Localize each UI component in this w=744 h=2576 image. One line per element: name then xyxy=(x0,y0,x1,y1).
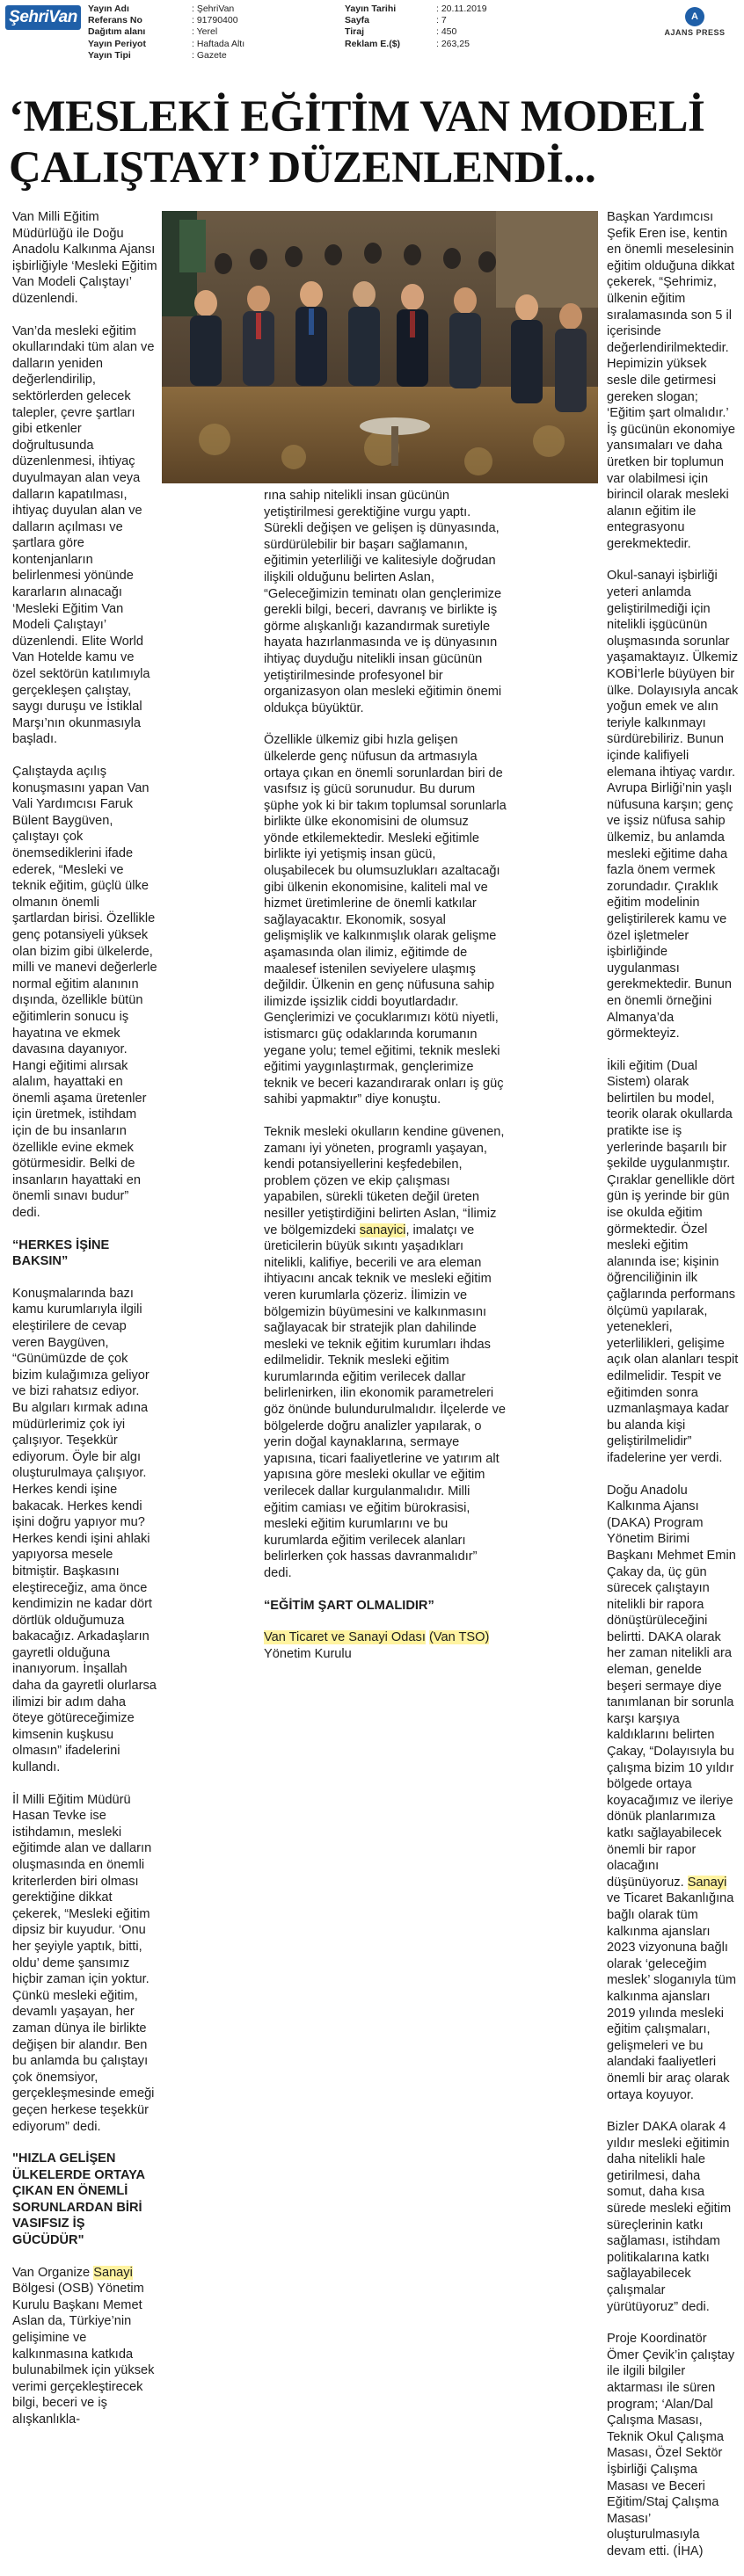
paragraph xyxy=(12,2265,158,2428)
meta-key: Yayın Periyot xyxy=(88,38,146,49)
text-run: Van Organize xyxy=(12,2265,94,2280)
meta-key: Yayın Adı xyxy=(88,4,129,14)
meta-value: : Haftada Altı xyxy=(192,38,245,49)
article-column-3 xyxy=(607,209,739,2576)
meta-value: : Gazete xyxy=(192,49,227,61)
subheading: "HIZLA GELİŞEN ÜLKELERDE ORTAYA ÇIKAN EN ÖNEMLİ SORUNLARDAN BİRİ VASIFSIZ İŞ GÜCÜDÜR" xyxy=(12,2152,145,2248)
meta-value: : 263,25 xyxy=(436,38,470,49)
text-run: Teknik mesleki okulların kendine güvenen, zamanı iyi yöneten, programlı yaşayan, kendi potansiyellerini keşfedebilen, problem çözen ve ekip çalışması yapabilen, sürekli tüketen değil üreten nesiller yetiştirdiğini belirten Aslan, “İlimiz ve bölgemizdeki xyxy=(264,1124,505,1237)
meta-key: Yayın Tarihi xyxy=(345,4,397,14)
meta-value: : 91790400 xyxy=(192,15,238,26)
paragraph: Okul-sanayi işbirliği yeteri anlamda geliştirilmediği için nitelikli işgücünün oluşmasında sorunlar yaşamaktayız. Ülkemiz KOBİ’lerle büyüyen bir ülke. Dolayısıyla ancak yoğun emek ve alın teriyle kalkınmayı sürdürebiliriz. Bunun içinde kalifiyeli elemana ihtiyaç vardır. Avrupa Birliği’nin yaşlı nüfusuna karşın; genç ve işsiz nüfusa sahip ülkemiz, bu anlamda mesleki eğitime daha fazla önem vermek zorundadır. Çıraklık eğitim modelinin geliştirilerek kamu ve özel işletmeler işbirliğinde uygulanması gerekmektedir. Bunun en önemli örneğini Almanya’da görmekteyiz. xyxy=(607,569,739,1041)
meta-key: Dağıtım alanı xyxy=(88,26,146,38)
conference-audience-image xyxy=(162,211,598,483)
agency-logo xyxy=(651,7,739,37)
meta-value: : ŞehriVan xyxy=(192,4,235,14)
meta-key: Sayfa xyxy=(345,15,370,26)
text-run: Bölgesi (OSB) Yönetim Kurulu Başkanı Memet Aslan da, Türkiye’nin gelişimine ve kalkınmasına katkıda bulunabilmek için yüksek verimi gerçekleştirecek bilgi, beceri ve iş alışkanlıkla- xyxy=(12,2282,155,2427)
highlighted-term: Sanayi xyxy=(687,1875,727,1890)
meta-value: : 450 xyxy=(436,26,457,38)
clipping-header xyxy=(0,0,744,86)
newspaper-logo: ŞehriVan xyxy=(5,5,81,30)
agency-name: AJANS PRESS xyxy=(664,28,726,37)
paragraph: İl Milli Eğitim Müdürü Hasan Tevke ise istihdamın, mesleki eğitimde alan ve dalların oluşmasında en önemli kriterlerden biri olması gerektiğine dikkat çekerek, “Mesleki eğitim dipsiz bir kuyudur. ‘Onu her şeyiyle yaptık, bitti, oldu’ deme şansımız hiçbir zaman için yoktur. Çünkü mesleki eğitim, devamlı yaşayan, her zaman dünya ile birlikte değişen bir alandır. Ben bu anlamda bu çalıştayı çok önemsiyor, gerçekleşmesinde emeği geçen herkese teşekkür ediyorum” dedi. xyxy=(12,1792,155,2134)
text-run: Yönetim Kurulu xyxy=(264,1646,352,1661)
agency-mark-icon: A xyxy=(685,7,704,26)
text-run: , imalatçı ve üreticilerin büyük sıkıntı yaşadıkları nitelikli, kalifiye, becerili ve ara eleman ihtiyacını ancak teknik ve mesleki eğitim veren kurumlarla çözeriz. İlimizin ve bölgemizin büyümesini ve kalkınmasını sağlayacak bir stratejik plan dahilinde mesleki ve teknik eğitim kurumları ihdas edilmelidir. Teknik mesleki eğitim kurumlarında eğitim verilecek dallar belirlenirken, ilin ekonomik parametreleri göz önünde bulundurulmalıdır. İlçelerde ve bölgelerde doğru analizler yapılarak, o yerin doğal kaynaklarına, sermaye yapısına, ticari faaliyetlerine ve yatırım alt yapısına göre mesleki okullar ve eğitim verilecek dallar kurgulanmalıdır. Milli eğitim camiası ve eğitim bürokrasisi, mesleki eğitim kurumlarını ve bu kurumlarda eğitim verilecek alanları belirlerken çok hassas davranmalıdır” dedi. xyxy=(264,1223,507,1580)
paragraph xyxy=(607,1483,739,2104)
article-headline: ‘MESLEKİ EĞİTİM VAN MODELİ ÇALIŞTAYI’ DÜZENLENDİ... xyxy=(9,92,705,192)
paragraph: Çalıştayda açılış konuşmasını yapan Van Vali Yardımcısı Faruk Bülent Baygüven, çalıştayı çok önemsediklerini ifade ederek, “Mesleki ve teknik eğitim, güçlü ülke olmanın önemli şartlardan birisi. Özellikle genç potansiyeli yüksek olan bizim gibi ülkelerde, milli ve manevi değerlerle normal eğitim alanının dışında, özellikle bütün eğitimlerin sonucu iş hayatına ve ekmek davasına dayanıyor. Hangi eğitimi alırsak alalım, hayattaki en önemli aşama üretenler için üretmek, istihdam için de bu insanların özellikle evine ekmek götürmesidir. Belki de insanların hayattaki en önemli sınavı budur” dedi. xyxy=(12,765,157,1221)
subheading: “EĞİTİM ŞART OLMALIDIR” xyxy=(264,1598,434,1613)
meta-value: : 20.11.2019 xyxy=(436,4,487,14)
meta-value: : Yerel xyxy=(192,26,218,38)
publication-meta-left xyxy=(88,4,244,62)
publication-meta-right xyxy=(345,4,487,50)
paragraph: Van’da mesleki eğitim okullarındaki tüm alan ve dalların yeniden değerlendirilip, sektörlerden gelecek talepler, çevre şartları gibi etkenler doğrultusunda düzenlenmesi, ihtiyaç duyulmayan alan veya dalların kapatılması, ihtiyaç duyulan alan ve dalların açılması ve şartlara göre kontenjanların belirlenmesi yönünde kararların alınacağı ‘Mesleki Eğitim Van Modeli Çalıştayı’ düzenlendi. Elite World Van Hotelde kamu ve özel sektörün katılımıyla gerçekleşen çalıştay, saygı duruşu ve İstiklal Marşı’nın okunmasıyla başladı. xyxy=(12,323,155,747)
paragraph xyxy=(264,1629,507,1662)
highlighted-term: Sanayi xyxy=(93,2265,133,2280)
meta-key: Yayın Tipi xyxy=(88,49,131,61)
paragraph: rına sahip nitelikli insan gücünün yetiştirilmesi gerektiğine vurgu yaptı. Sürekli değişen ve gelişen iş dünyasında, sürdürülebilir bir başarı sağlamanın, eğitimin yeterliliği ve kalitesiyle doğrudan ilişkili olduğunu belirten Aslan, “Geleceğimizin teminatı olan gençlerimize gerekli bilgi, beceri, davranış ve birlikte iş görme alışkanlığı kazandırmak suretiyle hayata hazırlanmasında ve iş dünyasının ihtiyaç duyduğu nitelikli insan gücünün yetiştirilmesinde profesyonel bir organizasyon olan mesleki eğitimin önemi oldukça büyüktür. xyxy=(264,489,502,715)
meta-value: : 7 xyxy=(436,15,447,26)
paragraph: Özellikle ülkemiz gibi hızla gelişen ülkelerde genç nüfusun da artmasıyla ortaya çıkan en önemli sorunlardan biri de vasıfsız iş gücü sorunudur. Bu durum şüphe yok ki bir takım toplumsal sorunlarla birlikte ülke ekonomisini de olumsuz yönde etkilemektedir. Mesleki eğitimle birlikte iyi yetişmiş insan gücü, oluşabilecek bu olumsuzlukları azaltacağı gibi ülkenin ekonomisine, kaliteli mal ve hizmet üretimlerine de önemli katkılar sağlayacaktır. Ekonomik, sosyal gelişmişlik ve kalkınmışlık olarak gelişme aşamasında olan ilimiz, eğitimde de maalesef istenilen seviyelere ulaşmış değildir. Ülkenin en genç nüfusuna sahip ilimizde işsizlik ciddi boyutlardadır. Gençlerimizi ve çocuklarımızı kötü niyetli, istismarcı güç odaklarında korumanın yegane yolu; temel eğitimi, teknik mesleki eğitimi yaygınlaştırmak, gençlerimize teknik ve beceri kazandırarak onları iş güç sahibi yapmaktır” diye konuştu. xyxy=(264,733,507,1107)
highlighted-term: (Van TSO) xyxy=(428,1630,490,1645)
highlighted-term: sanayici xyxy=(359,1223,406,1237)
paragraph: Bizler DAKA olarak 4 yıldır mesleki eğitimin daha nitelikli hale getirilmesi, daha somut, daha kısa sürede mesleki eğitim süreçlerinin katkı sağlaması, istihdam politikalarına katkı sağlayabilecek çalışmalar yürütüyoruz” dedi. xyxy=(607,2120,732,2314)
meta-key: Tiraj xyxy=(345,26,364,38)
paragraph: Konuşmalarında bazı kamu kurumlarıyla ilgili eleştirilere de cevap veren Baygüven, “Günümüzde de çok bizim kulağımıza geliyor ve bizi rahatsız ediyor. Bu algıları kırmak adına müdürlerimiz çok iyi çalışıyor. Teşekkür ediyorum. Öyle bir algı oluşturulmaya çalışıyor. Herkes kendi işine bakacak. Herkes kendi işini doğru yapıyor mu? Herkes kendi işini ahlaki yapıyorsa mesele bitmiştir. Başkasını eleştireceğiz, ama önce kendimizin ne kadar dört dörtlük olduğumuza bakacağız. Arkadaşların gayretli olduğuna inanıyorum. İnşallah daha da gayretli olurlarsa ilimizi bir adım daha öteye götüreceğimize kimsenin kuşkusu olmasın” ifadelerini kullandı. xyxy=(12,1286,157,1775)
text-run: ve Ticaret Bakanlığına bağlı olarak tüm kalkınma ajansları 2023 vizyonuna bağlı olarak ‘geleceğim meslek’ sloganıyla tüm kalkınma ajansları 2019 yılında mesleki eğitim çalışmaları, gelişmeleri ve bu alandaki faaliyetleri önemli bir araç olarak ortaya koyuyor. xyxy=(607,1891,737,2102)
text-run: Doğu Anadolu Kalkınma Ajansı (DAKA) Program Yönetim Birimi Başkanı Mehmet Emin Çakay da, üç gün sürecek çalıştayın nitelikli bir rapora dönüştürüleceğini belirtti. DAKA olarak her zaman nitelikli ara eleman, genelde beşeri sermaye diye tanımlanan bir sorunla karşı karşıya kaldıklarını belirten Çakay, “Dolayısıyla bu çalışma bizim 10 yıldır bölgede ortaya koyacağımız ve ileriye dönük planlarımıza katkı sağlayabilecek önemli bir rapor olacağını düşünüyoruz. xyxy=(607,1483,736,1890)
meta-key: Reklam E.($) xyxy=(345,38,401,49)
paragraph: Başkan Yardımcısı Şefik Eren ise, kentin en önemli meselesinin eğitim olduğuna dikkat çekerek, “Şehrimiz, ülkenin eğitim sıralamasında son 5 il içerisinde değerlendirilmektedir. Hepimizin yüksek sesle dile getirmesi gereken slogan; ‘Eğitim şart olmalıdır.’ İş gücünün ekonomiye yansımaları ve daha üretken bir toplumun var olabilmesi için birincil olarak mesleki alanın eğitim ile entegrasyonu gerekmektedir. xyxy=(607,210,736,551)
article-photo xyxy=(162,211,598,483)
paragraph: Van Milli Eğitim Müdürlüğü ile Doğu Anadolu Kalkınma Ajansı işbirliğiyle ‘Mesleki Eğitim Van Modeli Çalıştayı’ düzenlendi. xyxy=(12,210,157,306)
article-column-2 xyxy=(264,488,507,1678)
paragraph xyxy=(264,1124,507,1582)
subheading: “HERKES İŞİNE BAKSIN” xyxy=(12,1237,110,1269)
paragraph: Proje Koordinatör Ömer Çevik’in çalıştay ile ilgili bilgiler aktarması ile süren program; ‘Alan/Dal Çalışma Masası, Teknik Okul Çalışma Masası, Özel Sektör İşbirliği Çalışma Masası ve Beceri Eğitim/Staj Çalışma Masası’ oluşturulmasıyla devam etti. (İHA) xyxy=(607,2332,735,2558)
meta-key: Referans No xyxy=(88,15,142,26)
highlighted-term: Van Ticaret ve Sanayi Odası xyxy=(264,1630,426,1645)
article-column-1 xyxy=(12,209,158,2444)
paragraph: İkili eğitim (Dual Sistem) olarak belirtilen bu model, teorik olarak okullarda pratikte ise iş yerlerinde başarılı bir şekilde uygulanmıştır. Çıraklar genellikle dört gün iş yerinde bir gün ise okulda eğitim görmektedir. Özel mesleki eğitim alanında ise; kişinin öğrenciliğinin ilk çağlarında performans ölçümü yapılarak, yetenekleri, yeterlilikleri, gelişime açık olan alanları tespit edilmelidir. Tespit ve eğitimden sonra uzmanlaşmaya kadar bu alanda kişi geliştirilmelidir” ifadelerine yer verdi. xyxy=(607,1058,739,1465)
